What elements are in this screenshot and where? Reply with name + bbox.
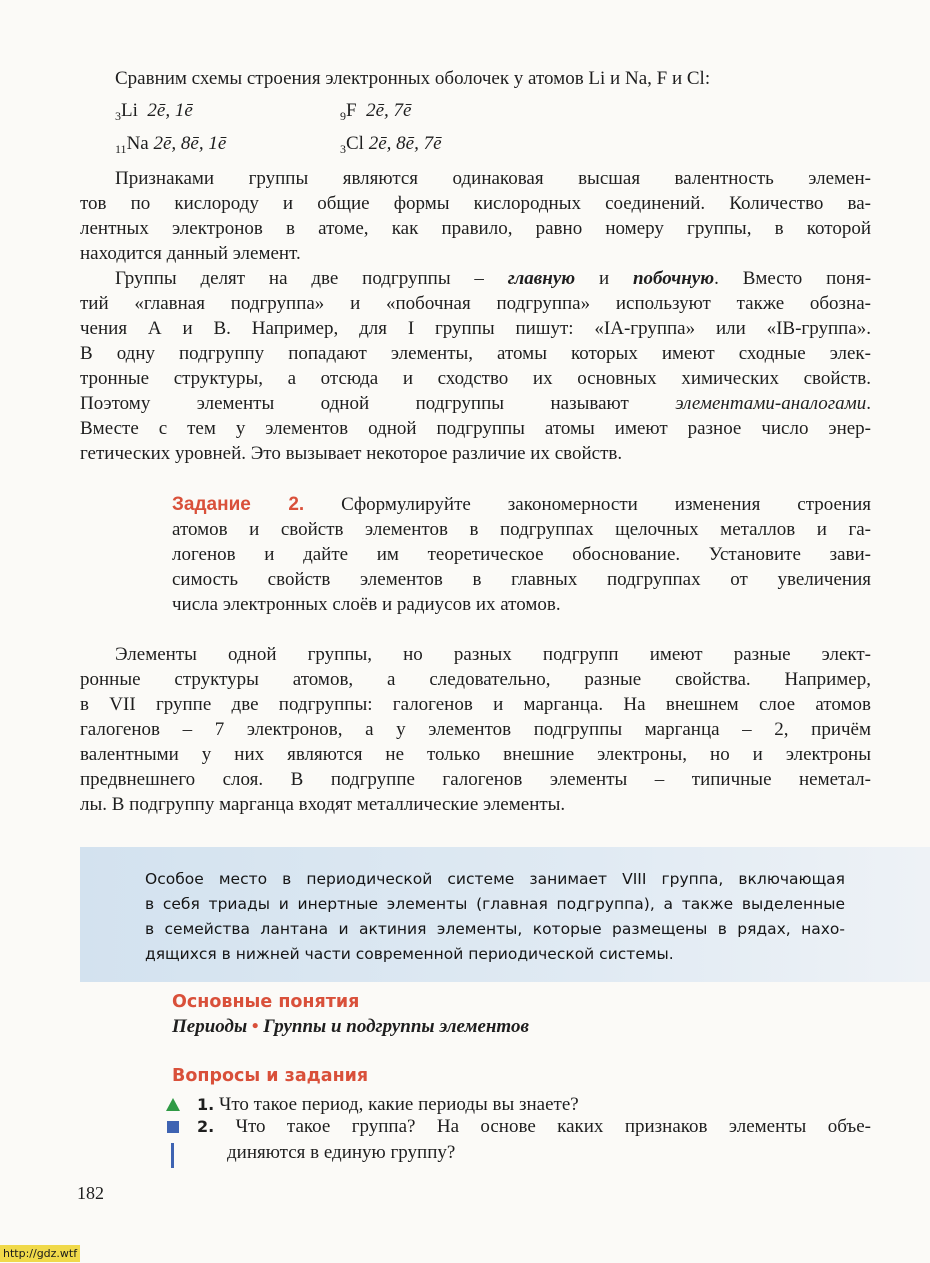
text-line: в семейства лантана и актиния элементы, которые размещены в рядах, нахо- [145, 920, 845, 938]
text-span: . [866, 393, 871, 414]
term-main: главную [507, 268, 576, 289]
note-text [145, 867, 845, 967]
text-line: Элементы одной группы, но разных подгрупп имеют разные элект- [115, 644, 871, 665]
atomic-number: 3 [340, 142, 346, 156]
formula-cl [340, 133, 442, 157]
electron-config: 2ē, 8ē, 1ē [153, 133, 227, 154]
text-line: валентными у них являются не только внешние электроны, но и электроны [80, 744, 871, 765]
text-line: лентных электронов в атоме, как правило, равно номеру группы, в которой [80, 218, 871, 239]
question-text: Что такое период, какие периоды вы знаете? [218, 1094, 579, 1115]
concepts-list [172, 1016, 529, 1038]
text-line: тронные структуры, а отсюда и сходство их основных химических свойств. [80, 368, 871, 389]
text-line: Вместе с тем у элементов одной подгруппы атомы имеют разное число энер- [80, 418, 871, 439]
text-line [80, 391, 871, 416]
atomic-number: 11 [115, 142, 127, 156]
electron-config: 2ē, 8ē, 7ē [368, 133, 442, 154]
formula-f [340, 100, 411, 124]
text-line: дящихся в нижней части современной периодической системы. [145, 945, 674, 963]
element-symbol: Cl [346, 133, 364, 154]
square-icon [167, 1121, 179, 1133]
triangle-icon [166, 1098, 180, 1111]
question-number: 2. [197, 1117, 215, 1136]
concept-item: Периоды [172, 1016, 248, 1037]
question-text: Что такое группа? На основе каких признаков элементы объе- [235, 1116, 871, 1137]
term-secondary: побочную [632, 268, 715, 289]
atomic-number: 9 [340, 109, 346, 123]
text-line: тий «главная подгруппа» и «побочная подгруппа» используют также обозна- [80, 293, 871, 314]
text-line [197, 1114, 871, 1140]
text-line: гетических уровней. Это вызывает некоторое различие их свойств. [80, 443, 623, 464]
text-line: предвнешнего слоя. В подгруппе галогенов элементы – типичные неметал- [80, 769, 871, 790]
element-symbol: Na [126, 133, 149, 154]
text-line: числа электронных слоёв и радиусов их атомов. [172, 594, 561, 615]
text-line: ронные структуры атомов, а следовательно, разные свойства. Например, [80, 669, 871, 690]
electron-config: 2ē, 1ē [147, 100, 193, 121]
task-label: Задание 2. [172, 494, 305, 515]
task-2 [172, 492, 871, 617]
text-line [172, 492, 871, 517]
concept-item: Группы и подгруппы элементов [263, 1016, 529, 1037]
questions-heading: Вопросы и задания [172, 1066, 369, 1086]
text-line: находится данный элемент. [80, 243, 301, 264]
question-number: 1. [197, 1095, 215, 1114]
text-line: симость свойств элементов в главных подгруппах от увеличения [172, 569, 871, 590]
question-2 [197, 1114, 871, 1166]
element-symbol: Li [121, 100, 138, 121]
element-symbol: F [346, 100, 357, 121]
concepts-heading: Основные понятия [172, 992, 360, 1012]
text-line: Признаками группы являются одинаковая высшая валентность элемен- [115, 168, 871, 189]
intro-line [115, 66, 871, 91]
formula-li [115, 100, 193, 124]
text-span: Сформулируйте закономерности изменения строения [341, 494, 871, 515]
intro-text: Сравним схемы строения электронных оболочек у атомов Li и Na, F и Cl: [115, 68, 711, 89]
electron-config: 2ē, 7ē [366, 100, 412, 121]
page-number: 182 [77, 1183, 104, 1203]
formula-na [115, 133, 226, 157]
watermark-link[interactable]: http://gdz.wtf [0, 1245, 80, 1262]
text-line: логенов и дайте им теоретическое обоснование. Установите зави- [172, 544, 871, 565]
text-line: чения А и В. Например, для I группы пишут: «IA-группа» или «IB-группа». [80, 318, 871, 339]
text-span: и [598, 268, 610, 289]
question-text: диняются в единую группу? [227, 1142, 456, 1163]
atomic-number: 3 [115, 109, 121, 123]
paragraph-group-features [80, 166, 871, 266]
text-span: . Вместо поня- [714, 268, 872, 289]
bullet-icon: • [251, 1016, 259, 1037]
text-line: галогенов – 7 электронов, а у элементов подгруппы марганца – 2, причём [80, 719, 871, 740]
text-line: в себя триады и инертные элементы (главная подгруппа), а также выделенные [145, 895, 845, 913]
text-line: в VII группе две подгруппы: галогенов и марганца. На внешнем слое атомов [80, 694, 871, 715]
text-line: Особое место в периодической системе занимает VIII группа, включающая [145, 870, 845, 888]
term-analogs: элементами-аналогами [675, 393, 867, 414]
text-line: атомов и свойств элементов в подгруппах щелочных металлов и га- [172, 519, 871, 540]
text-line: лы. В подгруппу марганца входят металлические элементы. [80, 794, 566, 815]
text-line: В одну подгруппу попадают элементы, атомы которых имеют сходные элек- [80, 343, 871, 364]
paragraph-subgroups [80, 266, 871, 466]
text-line: тов по кислороду и общие формы кислородных соединений. Количество ва- [80, 193, 871, 214]
paragraph-different-subgroups [80, 642, 871, 817]
text-line [80, 266, 871, 291]
text-span: Поэтому элементы одной подгруппы называют [80, 393, 629, 414]
text-span: Группы делят на две подгруппы – [115, 268, 484, 289]
bar-icon [171, 1143, 174, 1168]
